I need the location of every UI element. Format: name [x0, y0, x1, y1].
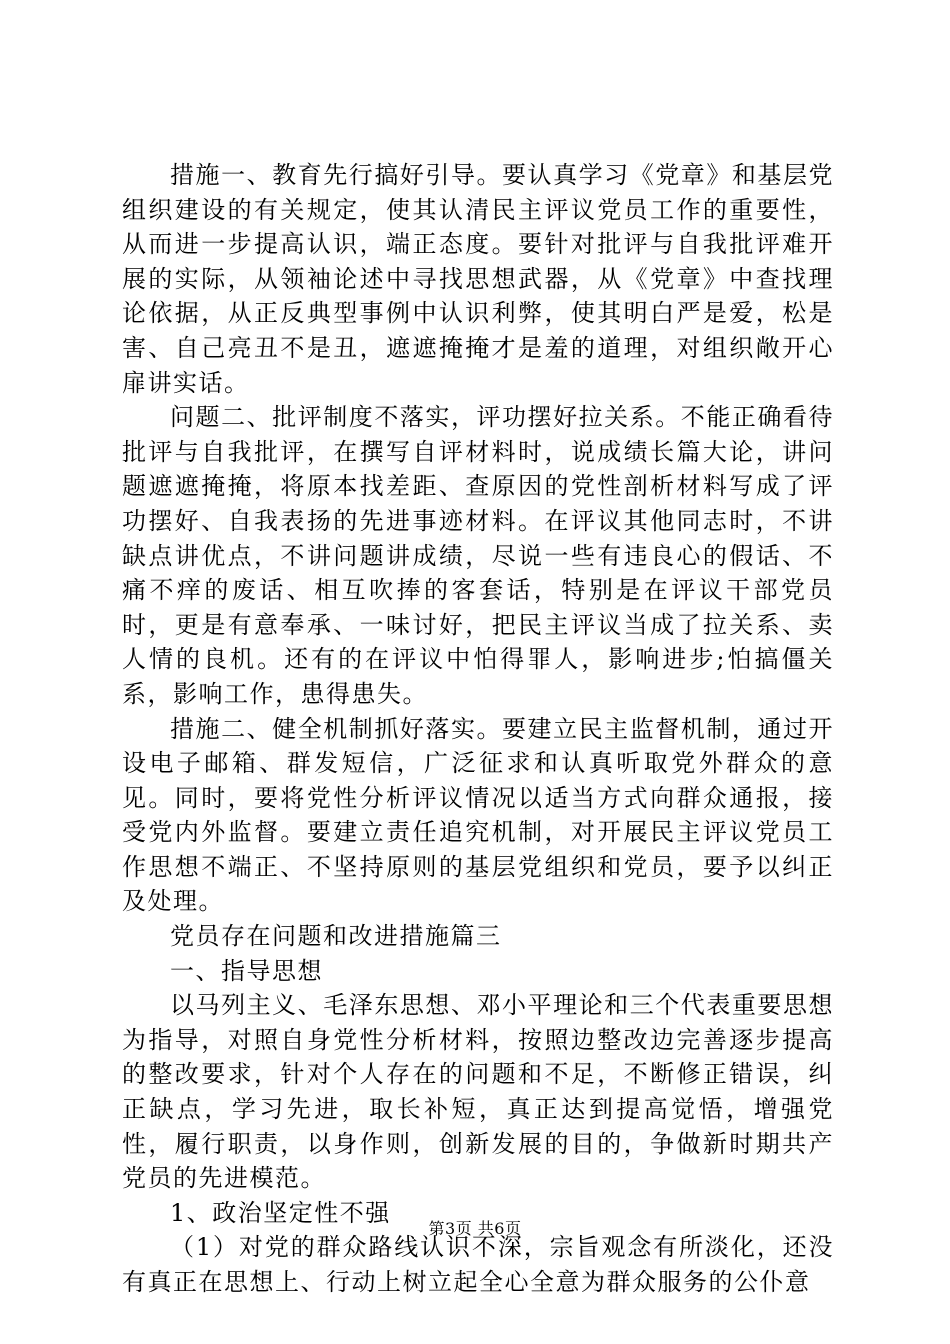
subheading-guiding-thought: 一、指导思想 — [170, 956, 323, 985]
page-number-footer: 第3页 共6页 — [428, 1219, 522, 1238]
paragraph-guiding-thought: 以马列主义、毛泽东思想、邓小平理论和三个代表重要思想为指导，对照自身党性分析材料，按照边整改边完善逐步提高的整改要求，针对个人存在的问题和不足，不断修正错误，纠正缺点，学习先进，取长补短，真正达到提高觉悟，增强党性，履行职责，以身作则，创新发展的目的，争做新时期共产党员的先进模范。 — [122, 991, 834, 1193]
paragraph-measure-one: 措施一、教育先行搞好引导。要认真学习《党章》和基层党组织建设的有关规定，使其认清民主评议党员工作的重要性，从而进一步提高认识，端正态度。要针对批评与自我批评难开展的实际，从领袖论述中寻找思想武器，从《党章》中查找理论依据，从正反典型事例中认识利弊，使其明白严是爱，松是害、自己亮丑不是丑，遮遮掩掩才是羞的道理，对组织敞开心扉讲实话。 — [122, 161, 834, 397]
paragraph-problem-two: 问题二、批评制度不落实，评功摆好拉关系。不能正确看待批评与自我批评，在撰写自评材料时，说成绩长篇大论，讲问题遮遮掩掩，将原本找差距、查原因的党性剖析材料写成了评功摆好、自我表扬的先进事迹材料。在评议其他同志时，不讲缺点讲优点，不讲问题讲成绩，尽说一些有违良心的假话、不痛不痒的废话、相互吹捧的客套话，特别是在评议干部党员时，更是有意奉承、一味讨好，把民主评议当成了拉关系、卖人情的良机。还有的在评议中怕得罪人，影响进步;怕搞僵关系，影响工作，患得患失。 — [122, 403, 834, 708]
section-heading-part-three: 党员存在问题和改进措施篇三 — [170, 922, 502, 951]
paragraph-item-one: （1）对党的群众路线认识不深，宗旨观念有所淡化，还没有真正在思想上、行动上树立起全心全意为群众服务的公仆意 — [122, 1233, 834, 1296]
paragraph-measure-two: 措施二、健全机制抓好落实。要建立民主监督机制，通过开设电子邮箱、群发短信，广泛征求和认真听取党外群众的意见。同时，要将党性分析评议情况以适当方式向群众通报，接受党内外监督。要建立责任追究机制，对开展民主评议党员工作思想不端正、不坚持原则的基层党组织和党员，要予以纠正及处理。 — [122, 714, 834, 916]
document-body — [122, 158, 834, 1300]
subheading-political-firmness: 1、政治坚定性不强 — [170, 1198, 391, 1227]
